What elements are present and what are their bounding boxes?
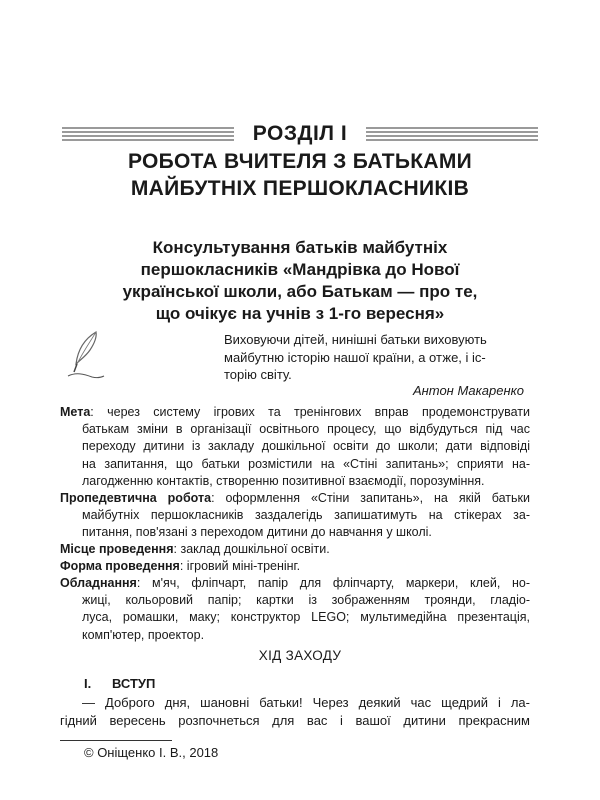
intro-section-number: I. bbox=[84, 676, 92, 691]
preparation-label: Пропедевтична робота bbox=[60, 491, 212, 505]
goal-line: на запитання, що батьки розмістили на «Стіні запитань»; сприяти на- bbox=[82, 456, 530, 471]
copyright-notice: © Оніщенко І. В., 2018 bbox=[84, 745, 219, 760]
place-value: : заклад дошкільної освіти. bbox=[173, 542, 330, 556]
intro-text-line: гідний вересень розпочнеться для вас і вашої дитини прекрасним bbox=[60, 713, 530, 728]
consultation-title-line: Консультування батьків майбутніх bbox=[152, 238, 448, 257]
epigraph bbox=[224, 331, 524, 384]
form-label: Форма проведення bbox=[60, 559, 180, 573]
decorative-stripes-right bbox=[366, 127, 538, 141]
event-title: ХІД ЗАХОДУ bbox=[258, 648, 342, 663]
form-value: : ігровий міні-тренінг. bbox=[179, 559, 301, 573]
section-label-row bbox=[62, 120, 538, 148]
goal-paragraph bbox=[60, 404, 530, 490]
intro-section-title: ВСТУП bbox=[112, 676, 156, 691]
preparation-line: : оформлення «Стіни запитань», на якій батьки bbox=[211, 491, 530, 505]
goal-line: батькам зміни в організації освітнього процесу, що відбудуться під час bbox=[82, 422, 530, 437]
form-paragraph bbox=[60, 558, 530, 575]
place-paragraph bbox=[60, 541, 530, 558]
chapter-title-line: РОБОТА ВЧИТЕЛЯ З БАТЬКАМИ bbox=[127, 150, 473, 173]
consultation-title bbox=[70, 237, 530, 325]
goal-line: переходу дитини із закладу дошкільної освіти до школи; дати відповіді bbox=[82, 439, 530, 454]
place-label: Місце проведення bbox=[60, 542, 174, 556]
goal-line: лагодженню контактів, створенню позитивної взаємодії, порозуміння. bbox=[82, 473, 485, 488]
footnote-divider bbox=[60, 740, 172, 741]
intro-text bbox=[60, 694, 530, 730]
epigraph-line: торію світу. bbox=[224, 367, 292, 382]
equipment-line: комп'ютер, проектор. bbox=[82, 627, 205, 642]
epigraph-line: майбутню історію нашої країни, а отже, і іс- bbox=[224, 349, 486, 365]
preparation-line: майбутніх першокласників заздалегідь запишатимуть на стікерах за- bbox=[82, 508, 530, 523]
equipment-paragraph bbox=[60, 575, 530, 644]
epigraph-author: Антон Макаренко bbox=[412, 383, 524, 398]
preparation-line: питання, пов'язані з переходом дитини до навчання у школі. bbox=[82, 525, 432, 540]
section-label: РОЗДІЛ І bbox=[252, 122, 348, 145]
consultation-title-line: української школи, або Батькам — про те, bbox=[122, 282, 478, 301]
preparation-paragraph bbox=[60, 490, 530, 542]
consultation-title-line: першокласників «Мандрівка до Нової bbox=[140, 260, 460, 279]
equipment-line: луса, ромашки, маку; конструктор LEGO; мультимедійна презентація, bbox=[82, 610, 530, 625]
intro-heading bbox=[84, 675, 155, 693]
decorative-stripes-left bbox=[62, 127, 234, 141]
equipment-label: Обладнання bbox=[60, 576, 137, 590]
section-header bbox=[62, 120, 538, 202]
goal-line: : через систему ігрових та тренінгових вправ продемонструвати bbox=[90, 405, 530, 419]
equipment-line: жиці, кольоровий папір; картки із зображенням троянди, гладіо- bbox=[82, 593, 530, 608]
chapter-title bbox=[62, 148, 538, 202]
chapter-title-line: МАЙБУТНІХ ПЕРШОКЛАСНИКІВ bbox=[130, 177, 470, 200]
consultation-title-line: що очікує на учнів з 1-го вересня» bbox=[155, 304, 445, 323]
equipment-line: : м'яч, фліпчарт, папір для фліпчарту, маркери, клей, но- bbox=[136, 576, 530, 590]
goal-label: Мета bbox=[60, 405, 91, 419]
intro-text-line: — Доброго дня, шановні батьки! Через деякий час щедрий і ла- bbox=[82, 695, 530, 710]
epigraph-line: Виховуючи дітей, нинішні батьки виховують bbox=[224, 332, 487, 347]
quill-pen-icon bbox=[66, 330, 106, 382]
